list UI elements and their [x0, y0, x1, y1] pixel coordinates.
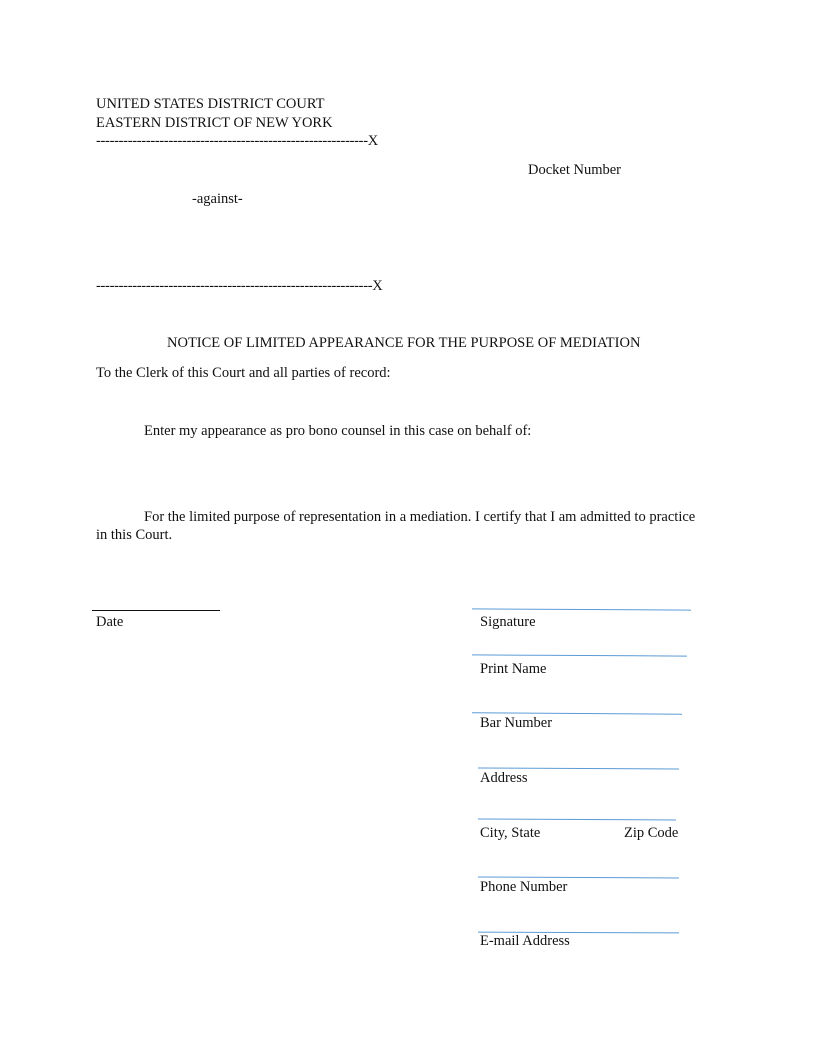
date-line[interactable]	[92, 610, 220, 611]
address-label: Address	[480, 770, 528, 786]
email-label: E-mail Address	[480, 933, 570, 949]
zip-code-label: Zip Code	[624, 825, 679, 841]
date-label: Date	[96, 614, 124, 630]
notice-salutation: To the Clerk of this Court and all parties of record:	[96, 365, 391, 381]
court-name: UNITED STATES DISTRICT COURT	[96, 96, 325, 112]
bar-number-label: Bar Number	[480, 715, 553, 731]
notice-paragraph-1: Enter my appearance as pro bono counsel in this case on behalf of:	[144, 423, 532, 439]
notice-title: NOTICE OF LIMITED APPEARANCE FOR THE PURPOSE OF MEDIATION	[167, 335, 641, 351]
city-state-label: City, State	[480, 825, 541, 841]
caption-bottom-separator: -------------------------------------------------------------X	[96, 278, 383, 294]
phone-number-label: Phone Number	[480, 879, 568, 895]
signature-line[interactable]	[472, 608, 691, 610]
against-label: -against-	[192, 191, 243, 207]
print-name-label: Print Name	[480, 661, 547, 677]
print-name-line[interactable]	[472, 654, 687, 656]
notice-paragraph-2-line-1: For the limited purpose of representation in a mediation. I certify that I am admitted to practice	[144, 509, 696, 525]
court-district: EASTERN DISTRICT OF NEW YORK	[96, 115, 333, 131]
notice-paragraph-2-line-2: in this Court.	[96, 527, 173, 543]
city-state-zip-line[interactable]	[478, 818, 676, 820]
caption-top-separator: ------------------------------------------------------------X	[96, 133, 378, 149]
docket-number-label: Docket Number	[528, 162, 622, 178]
signature-label: Signature	[480, 614, 536, 630]
